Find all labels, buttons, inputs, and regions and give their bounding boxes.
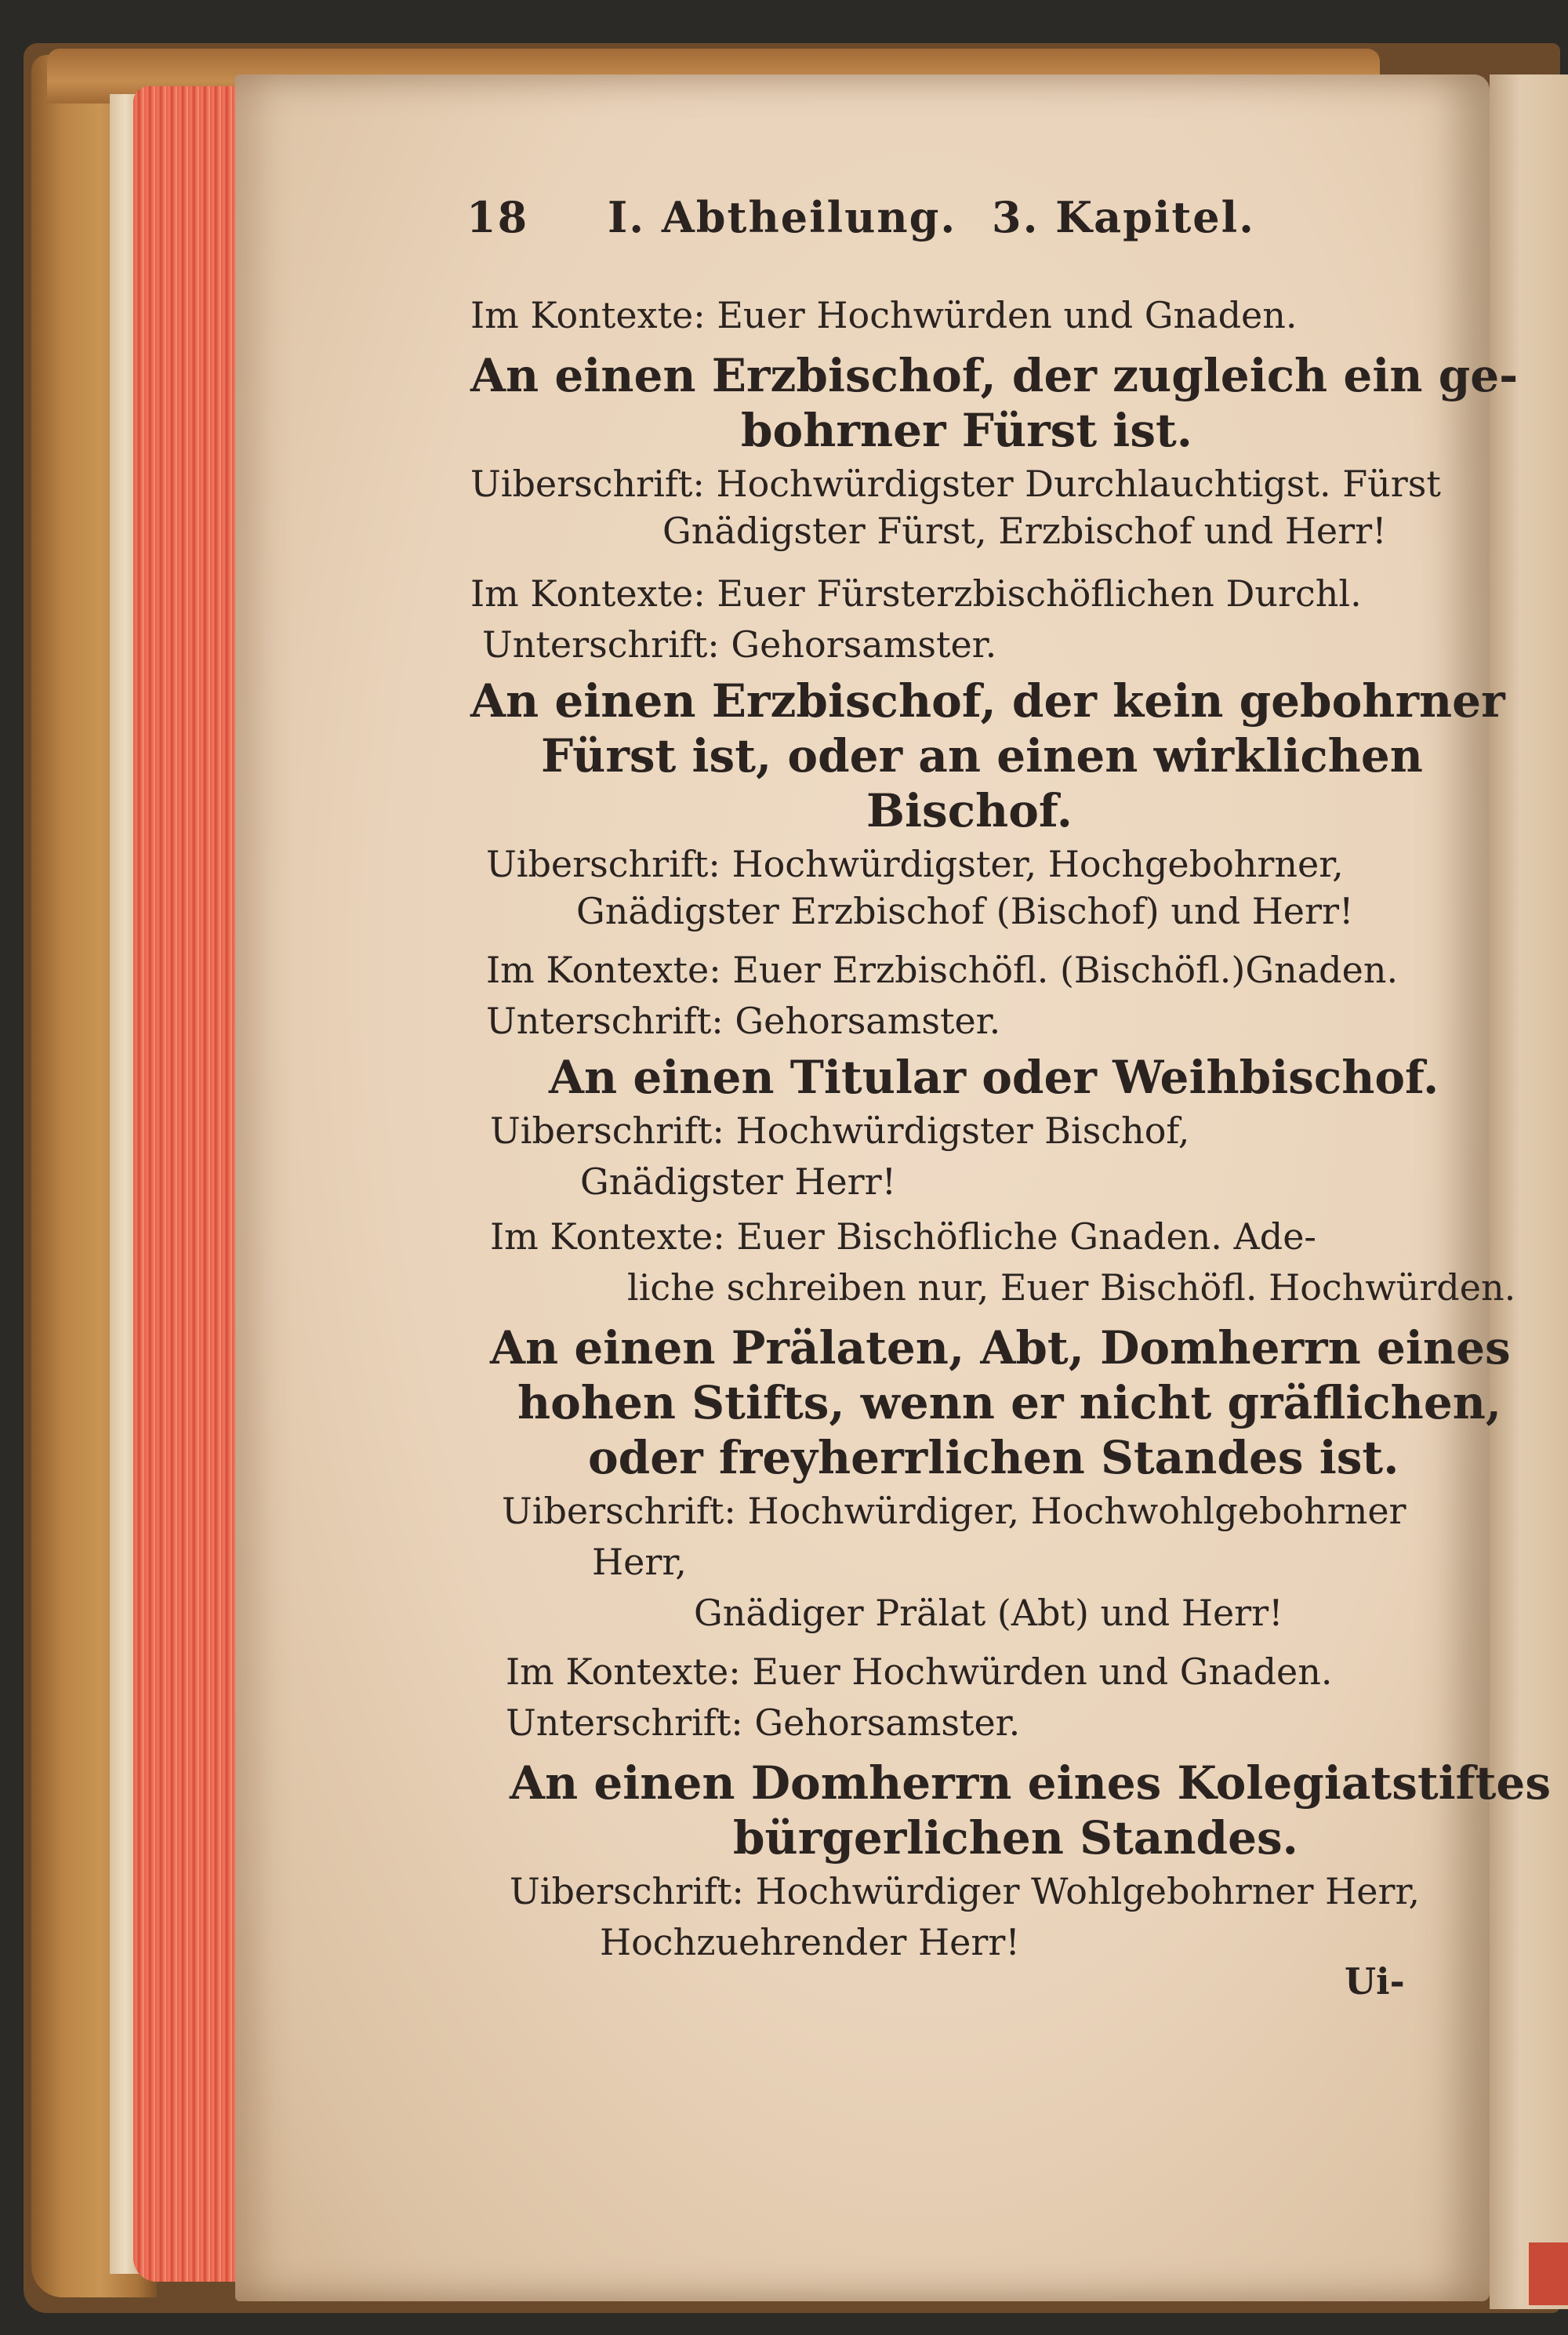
section-title: An einen Prälaten, Abt, Domherrn eines bbox=[490, 1321, 1511, 1374]
section-title: An einen Domherrn eines Kolegiatstiftes bbox=[510, 1756, 1551, 1810]
text-line: Im Kontexte: Euer Erzbischöfl. (Bischöfl.)Gnaden. bbox=[486, 949, 1399, 991]
text-line: Im Kontexte: Euer Hochwürden und Gnaden. bbox=[470, 294, 1298, 336]
text-line: Im Kontexte: Euer Fürsterzbischöflichen Durchl. bbox=[470, 572, 1362, 615]
section-title: bürgerlichen Standes. bbox=[733, 1811, 1298, 1865]
text-line: Gnädigster Fürst, Erzbischof und Herr! bbox=[662, 510, 1387, 552]
text-line: liche schreiben nur, Euer Bischöfl. Hochwürden. bbox=[627, 1266, 1516, 1309]
section-heading: I. Abtheilung. bbox=[608, 192, 957, 242]
text-line: Gnädiger Prälat (Abt) und Herr! bbox=[694, 1592, 1283, 1634]
text-line: Uiberschrift: Hochwürdiger Wohlgebohrner Herr, bbox=[510, 1870, 1421, 1912]
section-title: An einen Erzbischof, der zugleich ein ge- bbox=[470, 349, 1519, 402]
text-line: Uiberschrift: Hochwürdigster Durchlauchtigst. Fürst bbox=[470, 463, 1441, 505]
text-line: Gnädigster Erzbischof (Bischof) und Herr! bbox=[576, 890, 1354, 932]
text-line: Herr, bbox=[592, 1541, 687, 1583]
text-line: Unterschrift: Gehorsamster. bbox=[486, 1000, 1001, 1042]
section-title: Bischof. bbox=[866, 784, 1073, 837]
section-title: bohrner Fürst ist. bbox=[741, 404, 1192, 457]
text-line: Unterschrift: Gehorsamster. bbox=[506, 1701, 1021, 1744]
chapter-heading: 3. Kapitel. bbox=[992, 192, 1255, 242]
text-line: Hochzuehrender Herr! bbox=[600, 1921, 1020, 1963]
section-title: An einen Titular oder Weihbischof. bbox=[549, 1051, 1439, 1104]
section-title: oder freyherrlichen Standes ist. bbox=[588, 1431, 1399, 1484]
text-line: Uiberschrift: Hochwürdiger, Hochwohlgebohrner bbox=[502, 1490, 1406, 1532]
catchword: Ui- bbox=[1345, 1960, 1405, 2003]
text-line: Im Kontexte: Euer Bischöfliche Gnaden. Ade- bbox=[490, 1215, 1316, 1258]
text-line: Gnädigster Herr! bbox=[580, 1160, 897, 1203]
section-title: hohen Stifts, wenn er nicht gräflichen, bbox=[517, 1376, 1502, 1429]
section-title: Fürst ist, oder an einen wirklichen bbox=[541, 729, 1423, 783]
text-line: Unterschrift: Gehorsamster. bbox=[482, 623, 997, 666]
text-line: Uiberschrift: Hochwürdigster Bischof, bbox=[490, 1109, 1190, 1152]
text-line: Uiberschrift: Hochwürdigster, Hochgebohrner, bbox=[486, 843, 1344, 885]
text-line: Im Kontexte: Euer Hochwürden und Gnaden. bbox=[506, 1650, 1333, 1693]
page-number: 18 bbox=[466, 192, 529, 242]
section-title: An einen Erzbischof, der kein gebohrner bbox=[470, 674, 1505, 728]
